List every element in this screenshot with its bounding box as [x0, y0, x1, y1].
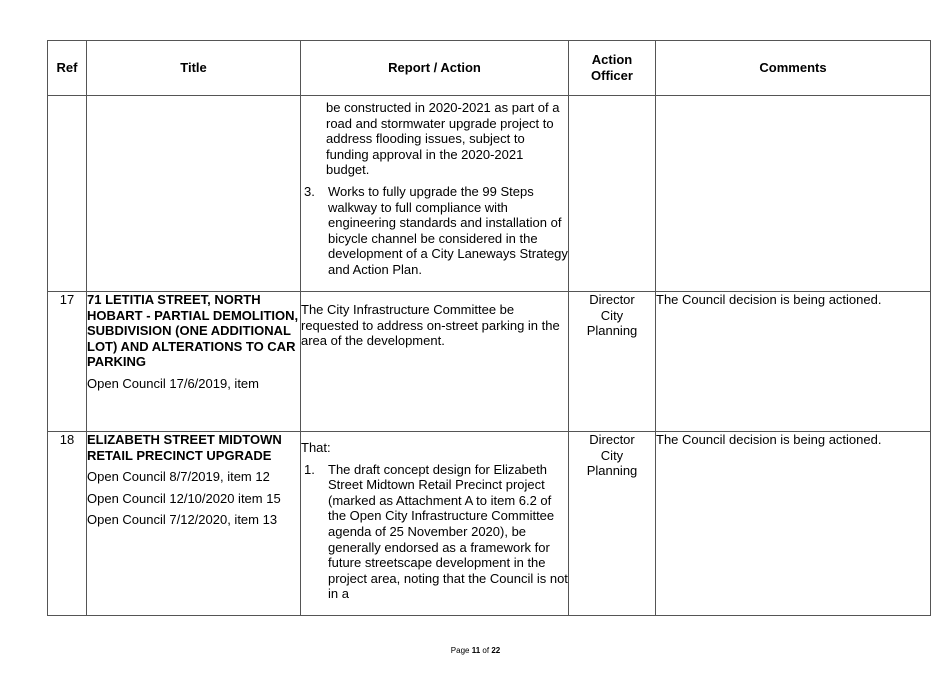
item-text: Works to fully upgrade the 99 Steps walkway to full compliance with engineering standards and installation of bicycle channel be considered in the development of a City Laneways Strategy and Action Plan.	[328, 183, 568, 277]
report-items	[301, 184, 568, 278]
officer-cell: Director City Planning	[569, 292, 656, 432]
item-number: 1.	[304, 461, 315, 477]
list-item	[301, 462, 568, 602]
minutes-table	[47, 40, 931, 616]
table-row-continuation	[48, 96, 931, 292]
meeting-reference: Open Council 8/7/2019, item 12	[87, 469, 270, 485]
item-text: The draft concept design for Elizabeth Street Midtown Retail Precinct project (marked as Attachment A to item 6.2 of the Open City Infrastructure Committee agenda of 25 November 2020), be generally endorsed as a framework for future streetscape development in the project area, noting that the Council is not in a	[328, 461, 568, 602]
header-title: Title	[87, 41, 301, 96]
header-action-officer: Action Officer	[569, 41, 656, 96]
page-number: Page 11 of 22	[450, 646, 501, 655]
header-comments: Comments	[656, 41, 931, 96]
report-intro: That:	[301, 440, 331, 455]
meeting-reference: Open Council 17/6/2019, item	[87, 375, 259, 391]
title-cell	[87, 432, 301, 616]
meeting-reference: Open Council 12/10/2020 item 15	[87, 490, 281, 506]
comment-cell: The Council decision is being actioned.	[656, 432, 931, 616]
table-row-17	[48, 292, 931, 432]
title-cell	[87, 292, 301, 432]
comment-cell: The Council decision is being actioned.	[656, 292, 931, 432]
ref-cell: 17	[48, 292, 87, 432]
table-row-18	[48, 432, 931, 616]
list-item	[301, 184, 568, 278]
item-title: ELIZABETH STREET MIDTOWN RETAIL PRECINCT UPGRADE	[87, 432, 282, 463]
report-items	[301, 462, 568, 602]
ref-cell: 18	[48, 432, 87, 616]
header-ref: Ref	[48, 41, 87, 96]
title-cell	[87, 96, 301, 292]
meeting-reference: Open Council 7/12/2020, item 13	[87, 512, 278, 528]
comment-cell	[656, 96, 931, 292]
header-row	[48, 41, 931, 96]
item-2-continuation: be constructed in 2020-2021 as part of a road and stormwater upgrade project to address flooding issues, subject to funding approval in the 2020-2021 budget.	[326, 100, 560, 178]
item-number: 3.	[304, 183, 315, 199]
report-cell: The City Infrastructure Committee be requested to address on-street parking in the area of the development.	[301, 292, 569, 432]
header-report-action: Report / Action	[301, 41, 569, 96]
item-title: 71 LETITIA STREET, NORTH HOBART - PARTIAL DEMOLITION, SUBDIVISION (ONE ADDITIONAL LOT) AND ALTERATIONS TO CAR PARKING	[87, 292, 299, 370]
officer-cell	[569, 96, 656, 292]
report-cell	[301, 96, 569, 292]
officer-cell: Director City Planning	[569, 432, 656, 616]
report-cell	[301, 432, 569, 616]
ref-cell	[48, 96, 87, 292]
